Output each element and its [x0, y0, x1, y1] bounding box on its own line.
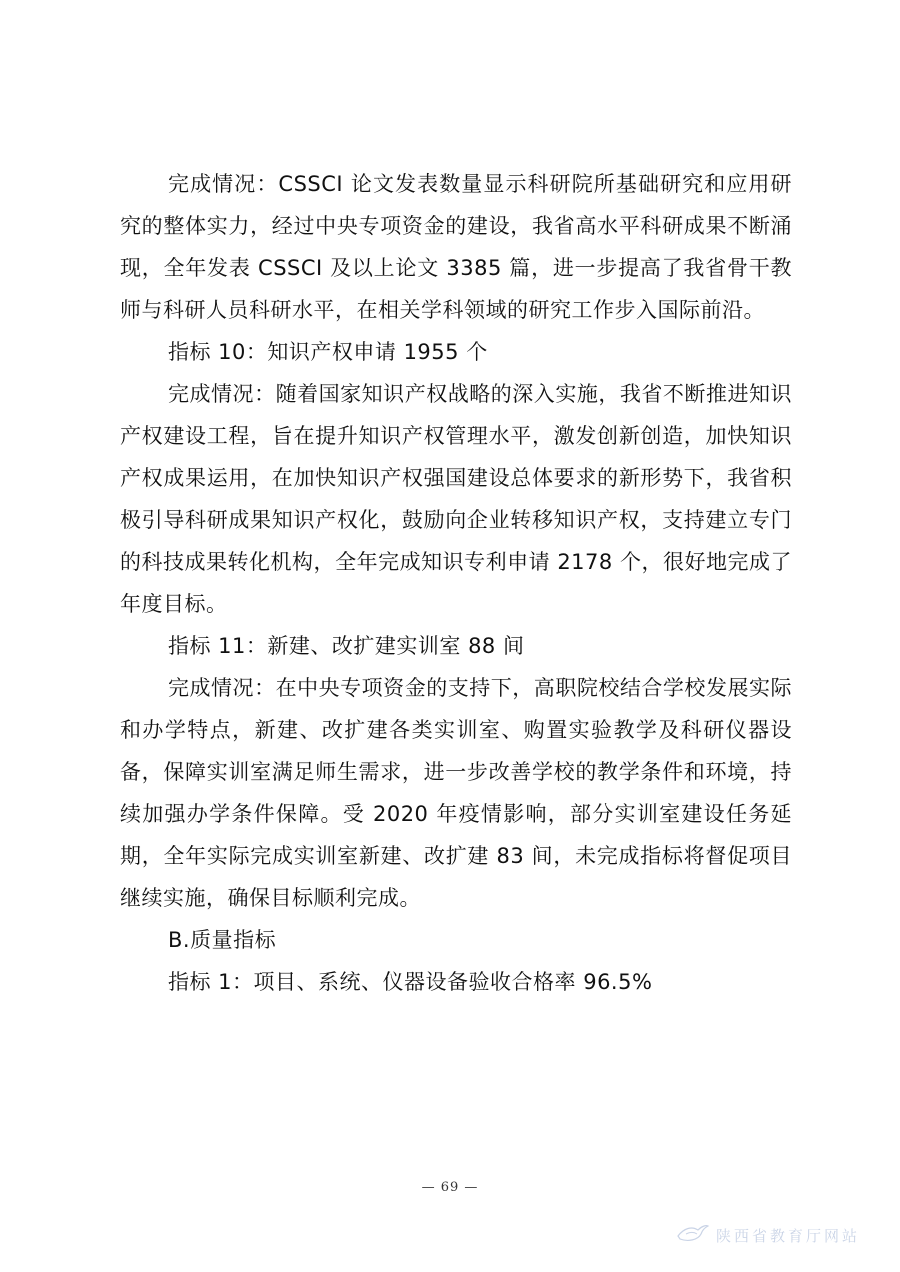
indicator-10-heading: 指标 10：知识产权申请 1955 个 [168, 340, 488, 364]
indicator-1-heading: 指标 1：项目、系统、仪器设备验收合格率 96.5% [168, 970, 653, 994]
dove-icon [676, 1222, 710, 1248]
page-number: — 69 — [421, 1180, 479, 1195]
paragraph-training-room-result: 完成情况：在中央专项资金的支持下，高职院校结合学校发展实际和办学特点，新建、改扩建各类实训室、购置实验教学及科研仪器设备，保障实训室满足师生需求，进一步改善学校的教学条件和环境，持续加强办学条件保障。受 2020 年疫情影响，部分实训室建设任务延期，全年实际完成实训室新建、改扩建 83 间，未完成指标将督促项目继续实施，确保目标顺利完成。 [120, 676, 792, 910]
body-text [120, 163, 792, 1003]
paragraph-cssci-result: 完成情况：CSSCI 论文发表数量显示科研院所基础研究和应用研究的整体实力，经过中央专项资金的建设，我省高水平科研成果不断涌现，全年发表 CSSCI 及以上论文 3385 篇，进一步提高了我省骨干教师与科研人员科研水平，在相关学科领域的研究工作步入国际前沿。 [120, 172, 792, 322]
quality-indicators-heading: B.质量指标 [168, 928, 277, 952]
site-watermark [676, 1222, 860, 1248]
indicator-11-heading: 指标 11：新建、改扩建实训室 88 间 [168, 634, 525, 658]
watermark-text: 陕西省教育厅网站 [715, 1226, 860, 1245]
paragraph-ip-result: 完成情况：随着国家知识产权战略的深入实施，我省不断推进知识产权建设工程，旨在提升知识产权管理水平，激发创新创造，加快知识产权成果运用，在加快知识产权强国建设总体要求的新形势下，我省积极引导科研成果知识产权化，鼓励向企业转移知识产权，支持建立专门的科技成果转化机构，全年完成知识专利申请 2178 个，很好地完成了年度目标。 [120, 382, 792, 616]
